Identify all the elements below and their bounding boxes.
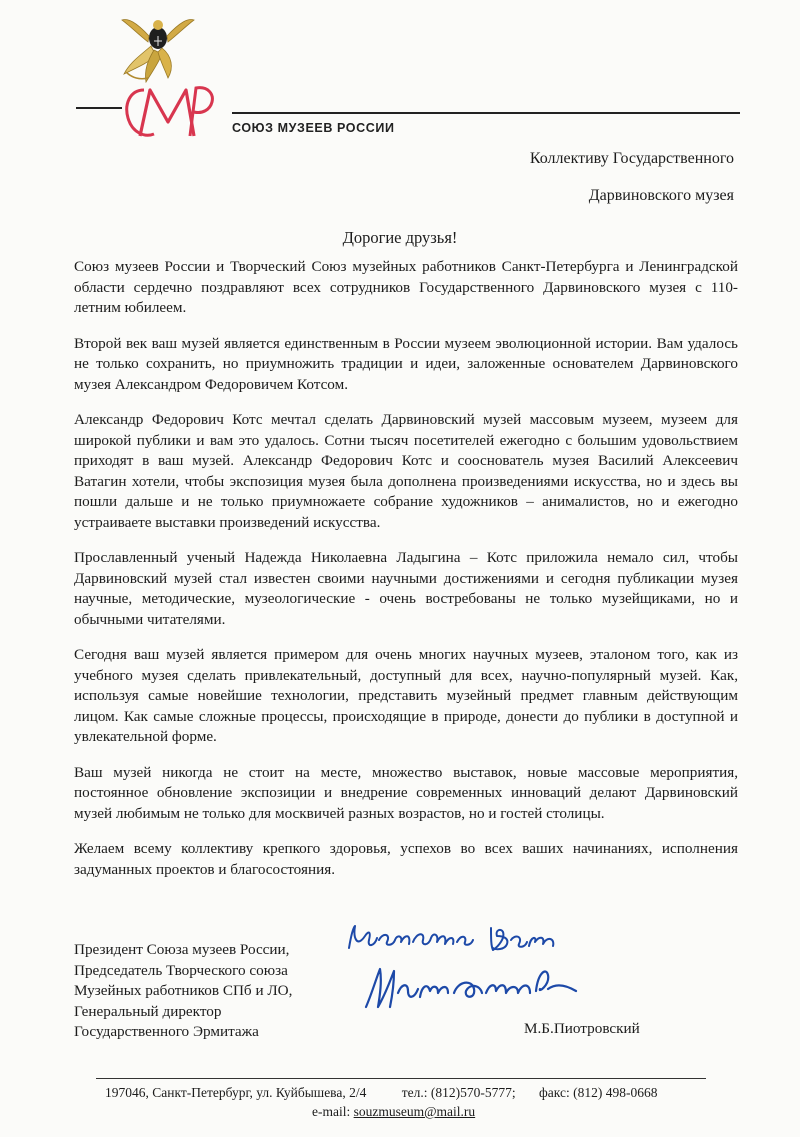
footer-address: 197046, Санкт-Петербург, ул. Куйбышева, 2/4 bbox=[105, 1085, 367, 1100]
addressee-line-1: Коллективу Государственного bbox=[529, 150, 734, 167]
handwritten-signature bbox=[362, 963, 592, 1013]
paragraph: Второй век ваш музей является единственным в России музеем эволюционной истории. Вам удалось не только сохранить, но приумножить традиции и идеи, заложенные основателем Дарвиновского музея Александром Федоровичем Котсом. bbox=[74, 334, 738, 393]
paragraph: Союз музеев России и Творческий Союз музейных работников Санкт-Петербурга и Ленинградской области сердечно поздравляют всех сотрудников Государственного Дарвиновского музея с 110-летним юбилеем. bbox=[74, 258, 738, 316]
letter-body bbox=[74, 257, 738, 895]
paragraph: Желаем всему коллективу крепкого здоровья, успехов во всех ваших начинаниях, исполнения задуманных проектов и благосостояния. bbox=[74, 840, 738, 878]
signatory-title-line: Музейных работников СПб и ЛО, bbox=[74, 982, 293, 999]
signatory-title-line: Президент Союза музеев России, bbox=[74, 941, 290, 958]
footer-rule bbox=[96, 1078, 706, 1079]
signatory-title-line: Государственного Эрмитажа bbox=[74, 1023, 259, 1040]
letterhead-rule-right bbox=[232, 112, 740, 114]
signatory-titles bbox=[74, 940, 292, 1043]
footer-phone: тел.: (812)570-5777; bbox=[401, 1085, 516, 1100]
paragraph: Прославленный ученый Надежда Николаевна Ладыгина – Котс приложила немало сил, чтобы Дарвиновский музей стал известен своими научными достижениями и сегодня публикации музея научные, методические, музеологические - очень востребованы не только музейщиками, но и обычными читателями. bbox=[74, 549, 738, 628]
handwritten-note bbox=[345, 918, 565, 958]
organization-name: СОЮЗ МУЗЕЕВ РОССИИ bbox=[232, 121, 395, 135]
paragraph: Александр Федорович Котс мечтал сделать Дарвиновский музей массовым музеем, музеем для широкой публики и вам это удалось. Сотни тысяч посетителей ежегодно с большим удовольствием приходят в ваш музей. Александр Федорович Котс и сооснователь музея Василий Алексеевич Ватагин хотели, чтобы экспозиция музея была дополнена произведениями искусства, но и здесь вы пошли дальше и не только приумножаете собрание художников – анималистов, но и ежегодно устраиваете выставки произведений искусства. bbox=[74, 411, 738, 531]
smr-monogram-logo-icon bbox=[118, 80, 218, 146]
paragraph: Сегодня ваш музей является примером для очень многих научных музеев, эталоном того, как из учебного музея сделать привлекательный, доступный для всех, научно-популярный музей. Как, используя самые новейшие технологии, представить музейный предмет главным действующим лицом. Как самые сложные процессы, происходящие в природе, донести до публики в доступной и увлекательной форме. bbox=[74, 646, 738, 745]
firebird-logo-icon bbox=[118, 8, 196, 88]
paragraph: Ваш музей никогда не стоит на месте, множество выставок, новые массовые мероприятия, постоянное обновление экспозиции и внедрение современных инноваций делают Дарвиновский музей любимым не только для москвичей разных возрастов, но и гостей столицы. bbox=[74, 763, 738, 822]
signatory-title-line: Генеральный директор bbox=[74, 1002, 222, 1020]
footer-contacts bbox=[105, 1085, 657, 1101]
signatory-name: М.Б.Пиотровский bbox=[524, 1020, 640, 1037]
footer-fax: факс: (812) 498-0668 bbox=[539, 1085, 658, 1100]
salutation: Дорогие друзья! bbox=[342, 228, 458, 247]
letterhead-rule-left bbox=[76, 107, 122, 109]
footer-email-link[interactable]: souzmuseum@mail.ru bbox=[353, 1104, 476, 1119]
addressee-line-2: Дарвиновского музея bbox=[588, 187, 734, 204]
footer-email-line bbox=[312, 1104, 475, 1120]
signatory-title-line: Председатель Творческого союза bbox=[74, 961, 288, 979]
footer-email-label: e-mail: bbox=[312, 1104, 351, 1119]
